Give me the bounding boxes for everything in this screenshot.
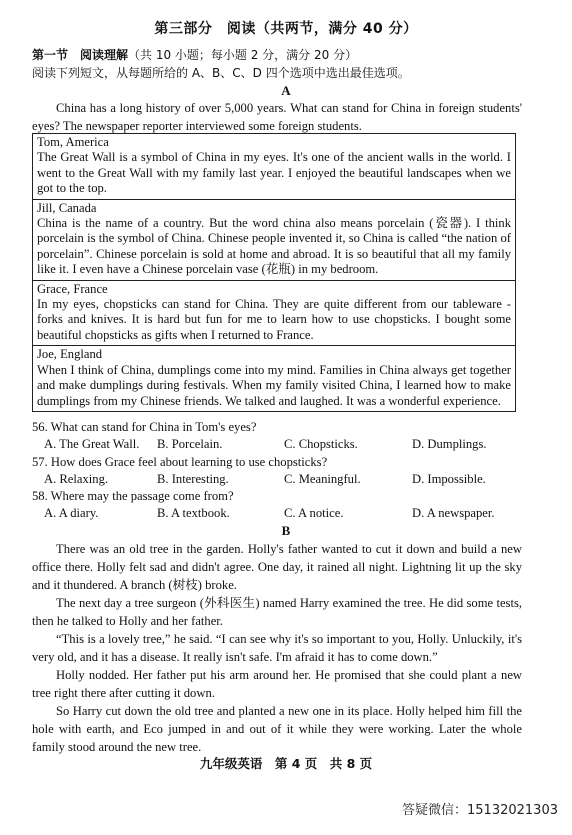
option-b[interactable]: B. A textbook. [157, 506, 230, 520]
instruction: 阅读下列短文，从每题所给的 A、B、C、D 四个选项中选出最佳选项。 [32, 66, 410, 80]
student-name: Joe, England [37, 347, 103, 362]
student-answer: The Great Wall is a symbol of China in my eyes. It's one of the ancient walls in the world. I went to the Great Wall with my family last year. I enjoyed the beautiful landscapes when we got to the top. [37, 150, 511, 196]
contact-watermark: 答疑微信：15132021303 [402, 803, 558, 818]
section-title: 第一节 阅读理解 [32, 48, 129, 62]
option-c[interactable]: C. Meaningful. [284, 472, 361, 486]
option-d[interactable]: D. A newspaper. [412, 506, 495, 520]
passage-a-intro: China has a long history of over 5,000 years. What can stand for China in foreign students' eyes? The newspaper reporter interviewed some foreign students. [32, 101, 522, 133]
interview-entry [33, 200, 515, 281]
part-title: 第三部分 阅读（共两节，满分 40 分） [154, 21, 418, 37]
option-a[interactable]: A. The Great Wall. [44, 437, 140, 451]
section-note: （共 10 小题；每小题 2 分，满分 20 分） [128, 48, 358, 62]
student-name: Jill, Canada [37, 200, 97, 215]
interview-entry [33, 346, 515, 411]
student-name: Grace, France [37, 281, 108, 296]
interview-entry [33, 134, 515, 200]
option-a[interactable]: A. Relaxing. [44, 472, 109, 486]
student-answer: China is the name of a country. But the word china also means porcelain (瓷器). I think porcelain is the symbol of China. Chinese people invented it, so China is called “the nation of porcelain”. Chinese porcelain is sold at home and abroad. It is so beautiful that all my family like it. I even have a Chinese porcelain vase (花瓶) in my bedroom. [37, 216, 511, 277]
student-name: Tom, America [37, 135, 109, 149]
question-stem: 57. How does Grace feel about learning to use chopsticks? [32, 455, 328, 469]
passage-b-paragraph: Holly nodded. Her father put his arm around her. He promised that she could plant a new tree right there after cutting it down. [32, 668, 522, 700]
passage-b-paragraph: So Harry cut down the old tree and planted a new one in its place. Holly helped him fill the hole with earth, and Eco jumped in and out of it while they were working. Later the whole family stood around the new tree. [32, 704, 522, 754]
option-b[interactable]: B. Interesting. [157, 472, 229, 486]
option-d[interactable]: D. Dumplings. [412, 437, 487, 451]
student-answer: When I think of China, dumplings come into my mind. Families in China always get together and make dumplings during festivals. When my family visited China, I learned how to make dumplings from my Chinese friends. We talked and laughed. It was a wonderful experience. [37, 362, 511, 408]
question-stem: 56. What can stand for China in Tom's eyes? [32, 420, 257, 434]
passage-b-label: B [281, 523, 291, 538]
passage-b-paragraph: The next day a tree surgeon (外科医生) named Harry examined the tree. He did some tests, then he talked to Holly and her father. [32, 596, 522, 628]
passage-b-paragraph: There was an old tree in the garden. Holly's father wanted to cut it down and build a new office there. Holly felt sad and didn't agree. One day, it rained all night. Lightning lit up the sky and it thundered. A branch (树枝) broke. [32, 542, 522, 592]
passage-a-label: A [281, 83, 291, 98]
interview-table [32, 133, 516, 412]
option-a[interactable]: A. A diary. [44, 506, 99, 520]
option-d[interactable]: D. Impossible. [412, 472, 486, 486]
passage-b-paragraph: “This is a lovely tree,” he said. “I can see why it's so important to you, Holly. Unluckily, it's very old, and it has a disease. It really isn't safe. I'm afraid it has to come down.” [32, 632, 522, 664]
question-stem: 58. Where may the passage come from? [32, 489, 234, 503]
section-heading [32, 46, 357, 63]
interview-entry [33, 281, 515, 347]
student-answer: In my eyes, chopsticks can stand for China. They are quite different from our tableware - forks and knives. It is hard but fun for me to learn how to use chopsticks. I bought some beautiful chopsticks as gifts when I returned to France. [37, 297, 511, 342]
option-c[interactable]: C. Chopsticks. [284, 437, 358, 451]
option-c[interactable]: C. A notice. [284, 506, 344, 520]
option-b[interactable]: B. Porcelain. [157, 437, 223, 451]
page-footer: 九年级英语 第 4 页 共 8 页 [199, 756, 373, 771]
